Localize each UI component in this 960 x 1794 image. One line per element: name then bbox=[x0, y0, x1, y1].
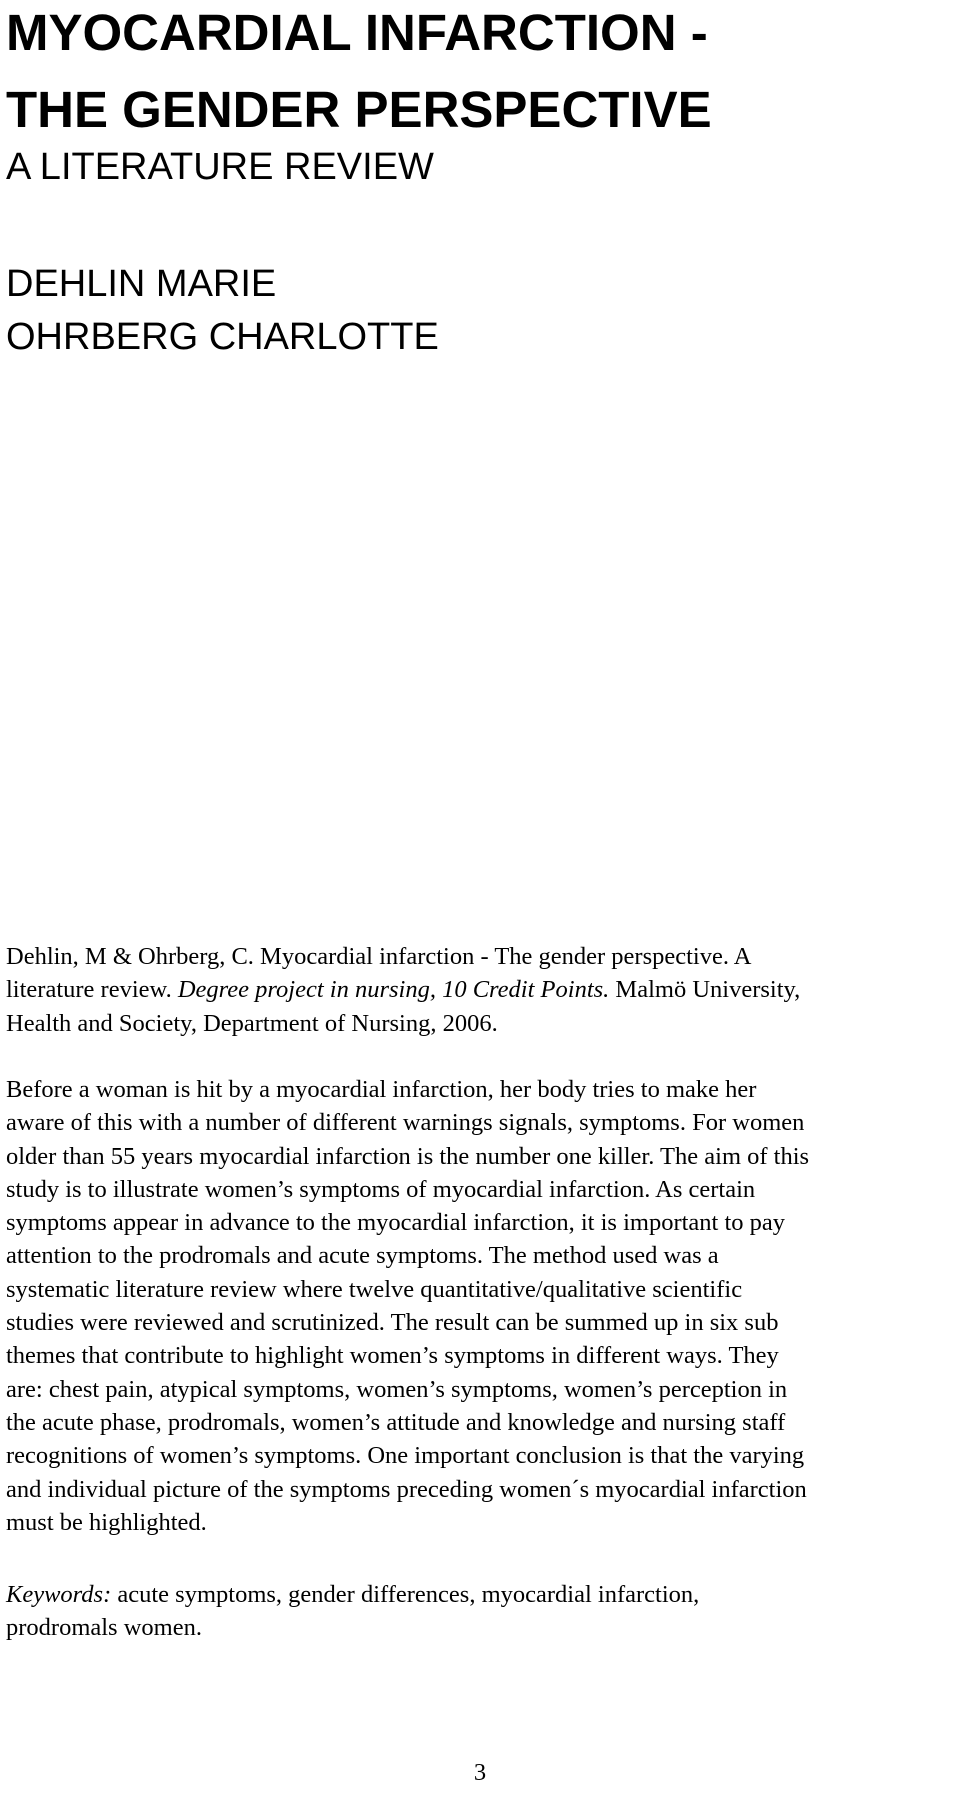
keywords-paragraph bbox=[6, 1578, 956, 1645]
abstract-line: and individual picture of the symptoms preceding women´s myocardial infarction bbox=[6, 1475, 807, 1503]
abstract-line: aware of this with a number of different warnings signals, symptoms. For women bbox=[6, 1109, 805, 1137]
abstract-line: studies were reviewed and scrutinized. The result can be summed up in six sub bbox=[6, 1309, 779, 1337]
keywords-text: acute symptoms, gender differences, myocardial infarction, bbox=[111, 1581, 700, 1608]
citation-paragraph bbox=[6, 940, 956, 1040]
author-name: OHRBERG CHARLOTTE bbox=[6, 316, 439, 358]
abstract-line: study is to illustrate women’s symptoms of myocardial infarction. As certain bbox=[6, 1175, 756, 1203]
citation-line: Dehlin, M & Ohrberg, C. Myocardial infarction - The gender perspective. A bbox=[6, 943, 752, 970]
citation-line: Health and Society, Department of Nursing, 2006. bbox=[6, 1009, 498, 1037]
abstract-line: systematic literature review where twelve quantitative/qualitative scientific bbox=[6, 1275, 743, 1303]
document-subtitle: A LITERATURE REVIEW bbox=[6, 146, 434, 188]
abstract-line: must be highlighted. bbox=[6, 1508, 207, 1536]
citation-line bbox=[6, 973, 956, 1006]
title-line: THE GENDER PERSPECTIVE bbox=[6, 81, 712, 138]
abstract-paragraph bbox=[6, 1073, 956, 1539]
keywords-label: Keywords: bbox=[6, 1581, 112, 1608]
author-name: DEHLIN MARIE bbox=[6, 263, 277, 305]
document-title bbox=[6, 0, 946, 148]
abstract-line: recognitions of women’s symptoms. One important conclusion is that the varying bbox=[6, 1442, 805, 1470]
abstract-line: older than 55 years myocardial infarction is the number one killer. The aim of this bbox=[6, 1142, 810, 1170]
keywords-line bbox=[6, 1578, 956, 1611]
abstract-line: Before a woman is hit by a myocardial infarction, her body tries to make her bbox=[6, 1076, 757, 1103]
abstract-line: attention to the prodromals and acute symptoms. The method used was a bbox=[6, 1242, 719, 1270]
abstract-line: themes that contribute to highlight women’s symptoms in different ways. They bbox=[6, 1342, 779, 1370]
abstract-line: symptoms appear in advance to the myocardial infarction, it is important to pay bbox=[6, 1209, 786, 1237]
page-number: 3 bbox=[473, 1759, 487, 1786]
abstract-line: are: chest pain, atypical symptoms, women’s symptoms, women’s perception in bbox=[6, 1375, 788, 1403]
citation-text: Malmö University, bbox=[609, 976, 801, 1004]
abstract-line: the acute phase, prodromals, women’s attitude and knowledge and nursing staff bbox=[6, 1408, 786, 1436]
title-line: MYOCARDIAL INFARCTION - bbox=[6, 4, 708, 61]
citation-text: literature review. bbox=[6, 976, 178, 1004]
citation-degree-project: Degree project in nursing, 10 Credit Points. bbox=[177, 976, 610, 1004]
keywords-line: prodromals women. bbox=[6, 1614, 202, 1642]
author-list bbox=[6, 258, 439, 364]
